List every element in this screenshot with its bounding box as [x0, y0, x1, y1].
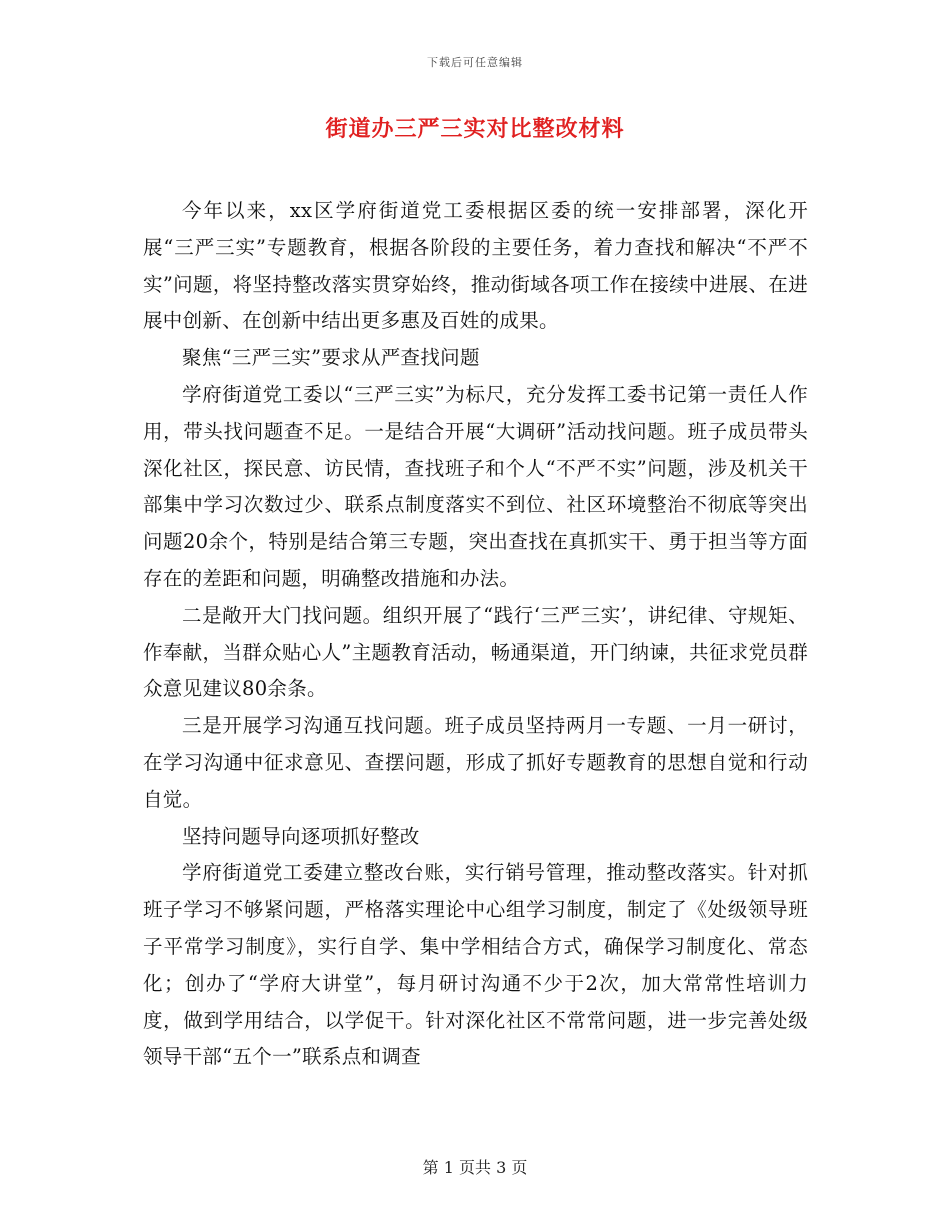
paragraph-intro: 今年以来，xx区学府街道党工委根据区委的统一安排部署，深化开展“三严三实”专题教育，根据各阶段的主要任务，着力查找和解决“不严不实”问题，将坚持整改落实贯穿始终，推动街域各项工作在接续中进展、在进展中创新、在创新中结出更多惠及百姓的成果。 — [143, 199, 808, 333]
paragraph-find-problems: 学府街道党工委以“三严三实”为标尺，充分发挥工委书记第一责任人作用，带头找问题查不足。一是结合开展“大调研”活动找问题。班子成员带头深化社区，探民意、访民情，查找班子和个人“不严不实”问题，涉及机关干部集中学习次数过少、联系点制度落实不到位、社区环境整治不彻底等突出问题20余个，特别是结合第三专题，突出查找在真抓实干、勇于担当等方面存在的差距和问题，明确整改措施和办法。 — [143, 382, 808, 590]
paragraph-rectification: 学府街道党工委建立整改台账，实行销号管理，推动整改落实。针对抓班子学习不够紧问题，严格落实理论中心组学习制度，制定了《处级领导班子平常学习制度》，实行自学、集中学相结合方式，确保学习制度化、常态化；创办了“学府大讲堂”，每月研讨沟通不少于2次，加大常常性培训力度，做到学用结合，以学促干。针对深化社区不常常问题，进一步完善处级领导干部“五个一”联系点和调查 — [143, 861, 808, 1069]
section-heading-1: 聚焦“三严三实”要求从严查找问题 — [182, 346, 480, 370]
paragraph-open-door: 二是敞开大门找问题。组织开展了“践行‘三严三实’，讲纪律、守规矩、作奉献，当群众贴心人”主题教育活动，畅通渠道，开门纳谏，共征求党员群众意见建议80余条。 — [143, 603, 808, 701]
paragraph-study-exchange: 三是开展学习沟通互找问题。班子成员坚持两月一专题、一月一研讨，在学习沟通中征求意见、查摆问题，形成了抓好专题教育的思想自觉和行动自觉。 — [143, 714, 808, 811]
page-number: 第 1 页共 3 页 — [422, 1158, 528, 1177]
section-heading-2: 坚持问题导向逐项抓好整改 — [182, 824, 420, 848]
header-note: 下载后可任意编辑 — [427, 56, 523, 69]
document-title: 街道办三严三实对比整改材料 — [325, 116, 625, 142]
document-body — [143, 193, 808, 1076]
